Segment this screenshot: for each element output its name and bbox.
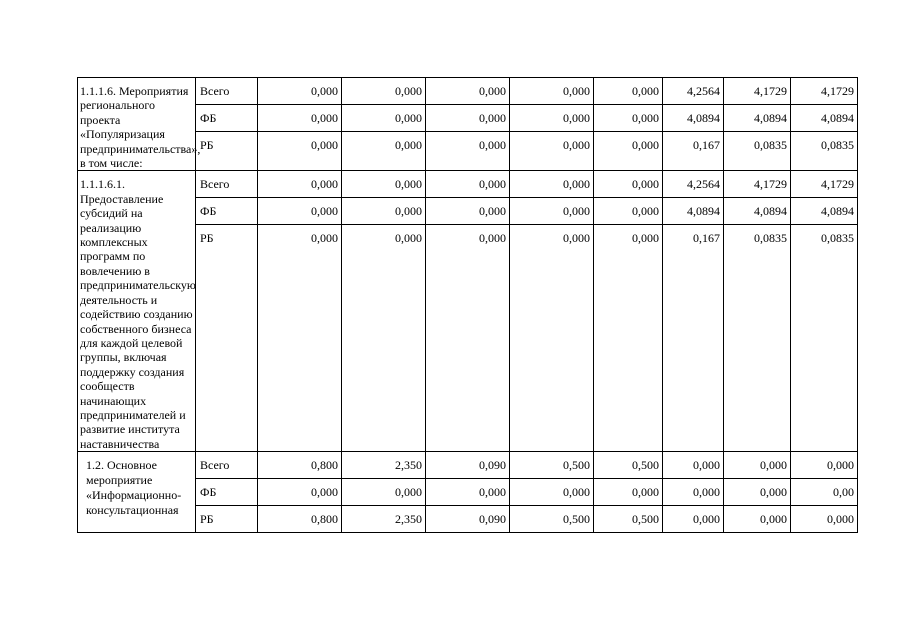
value-cell: 0,000 [426,225,510,452]
value-cell: 0,000 [510,105,594,132]
value-cell: 0,000 [342,132,426,171]
funding-type: РБ [196,225,258,452]
value-cell: 0,000 [342,105,426,132]
value-cell: 2,350 [342,452,426,479]
value-cell: 0,000 [594,78,663,105]
value-cell: 0,00 [791,479,858,506]
value-cell: 0,000 [258,105,342,132]
value-cell: 4,0894 [663,198,724,225]
value-cell: 0,000 [510,479,594,506]
value-cell: 4,0894 [663,105,724,132]
value-cell: 0,000 [342,171,426,198]
value-cell: 0,500 [594,506,663,533]
value-cell: 0,000 [724,506,791,533]
value-cell: 0,000 [342,198,426,225]
funding-type: Всего [196,452,258,479]
value-cell: 0,000 [426,132,510,171]
table-row [78,78,858,105]
value-cell: 0,000 [258,225,342,452]
value-cell: 0,000 [594,132,663,171]
value-cell: 4,1729 [791,78,858,105]
value-cell: 0,000 [724,479,791,506]
value-cell: 0,000 [663,479,724,506]
value-cell: 0,000 [510,132,594,171]
value-cell: 0,000 [258,171,342,198]
value-cell: 0,000 [510,78,594,105]
value-cell: 0,000 [258,78,342,105]
value-cell: 0,000 [663,452,724,479]
budget-table [77,77,858,533]
value-cell: 0,800 [258,506,342,533]
value-cell: 2,350 [342,506,426,533]
funding-type: ФБ [196,198,258,225]
value-cell: 0,000 [426,479,510,506]
value-cell: 0,0835 [791,132,858,171]
value-cell: 0,000 [426,78,510,105]
value-cell: 0,000 [724,452,791,479]
value-cell: 0,500 [510,452,594,479]
value-cell: 0,090 [426,506,510,533]
value-cell: 0,000 [594,225,663,452]
value-cell: 4,0894 [724,198,791,225]
value-cell: 0,000 [258,132,342,171]
value-cell: 0,000 [426,171,510,198]
value-cell: 4,2564 [663,171,724,198]
value-cell: 0,000 [258,198,342,225]
value-cell: 0,000 [663,506,724,533]
funding-type: ФБ [196,479,258,506]
row-label: 1.1.1.6.1. Предоставление субсидий на реализацию комплексных программ по вовлечению в предпринимательскую деятельность и содействию созданию собственного бизнеса для каждой целевой группы, включая поддержку создания сообществ начинающих предпринимателей и развитие института наставничества [78,171,196,452]
value-cell: 0,000 [791,506,858,533]
value-cell: 0,000 [258,479,342,506]
row-label: 1.2. Основное мероприятие «Информационно-консультационная [78,452,196,533]
table-row [78,171,858,198]
value-cell: 0,000 [791,452,858,479]
value-cell: 4,0894 [791,198,858,225]
value-cell: 4,2564 [663,78,724,105]
value-cell: 0,167 [663,132,724,171]
funding-type: Всего [196,171,258,198]
value-cell: 4,0894 [724,105,791,132]
table-row [78,452,858,479]
value-cell: 0,000 [594,479,663,506]
funding-type: ФБ [196,105,258,132]
funding-type: РБ [196,132,258,171]
row-label: 1.1.1.6. Мероприятия регионального проекта «Популяризация предпринимательства», в том числе: [78,78,196,171]
value-cell: 0,000 [510,225,594,452]
value-cell: 0,000 [426,198,510,225]
value-cell: 0,0835 [791,225,858,452]
value-cell: 0,000 [594,198,663,225]
value-cell: 4,0894 [791,105,858,132]
value-cell: 0,000 [594,171,663,198]
value-cell: 0,000 [510,171,594,198]
value-cell: 0,000 [426,105,510,132]
funding-type: Всего [196,78,258,105]
value-cell: 0,167 [663,225,724,452]
value-cell: 0,090 [426,452,510,479]
value-cell: 0,500 [510,506,594,533]
value-cell: 0,000 [510,198,594,225]
value-cell: 0,000 [342,78,426,105]
value-cell: 0,500 [594,452,663,479]
value-cell: 0,000 [342,225,426,452]
value-cell: 0,0835 [724,132,791,171]
value-cell: 0,0835 [724,225,791,452]
value-cell: 0,000 [342,479,426,506]
value-cell: 0,800 [258,452,342,479]
value-cell: 4,1729 [724,78,791,105]
value-cell: 4,1729 [724,171,791,198]
value-cell: 0,000 [594,105,663,132]
value-cell: 4,1729 [791,171,858,198]
funding-type: РБ [196,506,258,533]
